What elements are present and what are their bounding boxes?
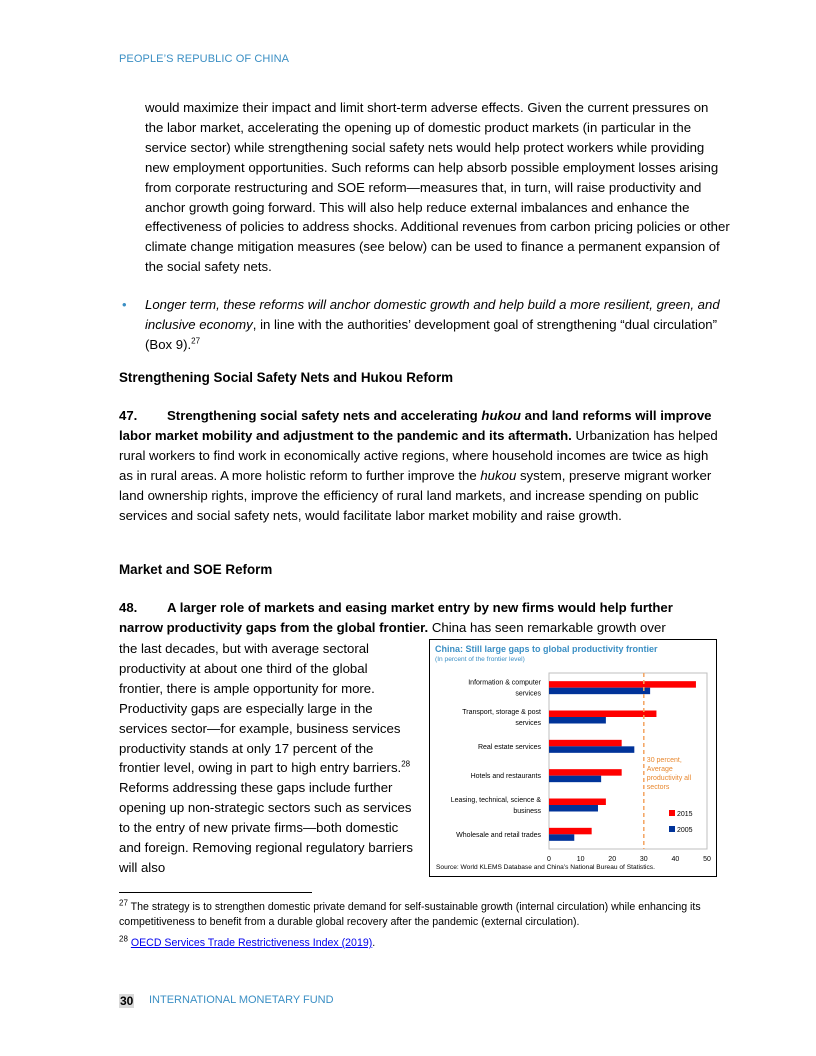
chart-figure <box>429 639 717 877</box>
reference-line-label: 30 percent, Average productivity all sectors <box>646 757 692 791</box>
bar-2015-5 <box>549 828 592 835</box>
footnote-ref-28[interactable]: 28 <box>401 760 411 770</box>
x-tick-label: 50 <box>703 856 711 863</box>
legend-label-2005: 2005 <box>677 827 693 834</box>
bar-2015-4 <box>549 799 606 806</box>
bar-2005-1 <box>549 717 606 724</box>
bold-italic-hukou: hukou <box>481 408 521 423</box>
footnote-number: 28 <box>119 934 128 944</box>
paragraph-47 <box>119 406 719 525</box>
bullet-italic-lead: Longer term, these reforms will anchor domestic growth and help build a more resilient, green, and inclusive economy <box>145 297 720 332</box>
bar-2015-0 <box>549 681 696 688</box>
running-head: PEOPLE’S REPUBLIC OF CHINA <box>119 53 290 65</box>
bullet-marker: • <box>122 297 127 312</box>
category-label: Information & computer services <box>468 679 541 698</box>
footnote-number: 27 <box>119 898 128 908</box>
chart-source: Source: World KLEMS Database and China’s National Bureau of Statistics. <box>436 864 655 871</box>
paragraph-48-lead <box>119 598 719 638</box>
legend-swatch-2005 <box>669 826 675 832</box>
category-label: Real estate services <box>477 743 541 751</box>
x-tick-label: 40 <box>671 856 680 863</box>
footnote-ref-27[interactable]: 27 <box>191 336 201 346</box>
paragraph-text-1: Urbanization has helped rural workers to find work in economically active regions, where household incomes are twice as high as in rural areas. A more holistic reform to further improve the <box>119 427 718 483</box>
legend-label-2015: 2015 <box>677 811 693 818</box>
bar-chart <box>430 640 718 878</box>
bold-lead: A larger role of markets and easing market entry by new firms would help further narrow productivity gaps from the global frontier. <box>119 600 673 635</box>
paragraph-text-wide: China has seen remarkable growth over <box>428 619 666 635</box>
page-number: 30 <box>120 994 134 1008</box>
legend-swatch-2015 <box>669 810 675 816</box>
intro-paragraph: would maximize their impact and limit short-term adverse effects. Given the current pressures on the labor market, accelerating the opening up of domestic product markets (in particular in the service sector) while strengthening social safety nets would help protect workers while providing new employment opportunities. Such reforms can help absorb possible employment losses arising from corporate restructuring and SOE reform—measures that, in turn, will raise productivity and anchor growth going forward. This will also help reduce external imbalances and enhance the effectiveness of policies to address shocks. Additional revenues from carbon pricing policies or other climate change mitigation measures (see below) can be used to finance a permanent expansion of the social safety nets. <box>145 100 730 275</box>
bullet-item <box>122 295 730 355</box>
paragraph-number: 47. <box>119 408 138 423</box>
footnote-separator <box>119 892 312 893</box>
bar-2005-5 <box>549 834 574 841</box>
italic-hukou: hukou <box>480 467 517 483</box>
footnote-27 <box>119 900 721 929</box>
category-label: Leasing, technical, science & business <box>450 797 541 815</box>
chart-title: China: Still large gaps to global productivity frontier <box>435 644 658 654</box>
footnote-text: . <box>372 937 376 949</box>
bar-2005-0 <box>549 688 650 695</box>
bar-2005-4 <box>549 805 598 812</box>
bold-lead-1: Strengthening social safety nets and accelerating <box>167 408 482 423</box>
x-tick-label: 30 <box>639 856 648 863</box>
plot-area-frame <box>549 673 707 849</box>
section-heading-safety-nets: Strengthening Social Safety Nets and Hukou Reform <box>119 370 454 385</box>
chart-subtitle: (In percent of the frontier level) <box>435 656 525 663</box>
x-tick-label: 0 <box>547 856 551 863</box>
paragraph-text-narrow-2: Reforms addressing these gaps include further opening up non-strategic sectors such as services to the entry of new private firms—both domestic and foreign. Removing regional regulatory barriers will also <box>119 780 413 875</box>
oecd-index-link[interactable]: OECD Services Trade Restrictiveness Index (2019) <box>130 937 373 949</box>
bar-2005-2 <box>549 746 634 753</box>
x-tick-label: 10 <box>576 856 585 863</box>
bullet-text: , in line with the authorities’ development goal of strengthening “dual circulation” (Box 9). <box>145 316 718 352</box>
bar-2005-3 <box>549 776 601 783</box>
bar-2015-3 <box>549 769 622 776</box>
category-label: Transport, storage & post services <box>462 709 541 727</box>
bar-2015-2 <box>549 740 622 747</box>
category-label: Wholesale and retail trades <box>456 831 541 839</box>
footer-organization: INTERNATIONAL MONETARY FUND <box>149 994 334 1006</box>
section-heading-market-soe: Market and SOE Reform <box>119 562 273 577</box>
bar-2015-1 <box>549 711 656 718</box>
category-label: Hotels and restaurants <box>470 773 541 781</box>
bold-lead-2: and land reforms will improve labor market mobility and adjustment to the pandemic and its aftermath. <box>119 408 712 443</box>
x-tick-label: 20 <box>608 856 617 863</box>
footnote-text: The strategy is to strengthen domestic private demand for self-sustainable growth (internal circulation) while enhancing its competitiveness to benefit from a durable global recovery after the pandemic (external circulation). <box>119 901 701 928</box>
paragraph-48-wrapped <box>119 639 415 878</box>
paragraph-text-narrow-1: the last decades, but with average sectoral productivity at about one third of the global frontier, there is ample opportunity for more. Productivity gaps are especially large in the services sector—for example, business services productivity stands at only 17 percent of the frontier level, owing in part to high entry barriers. <box>119 641 402 776</box>
paragraph-text-2: system, preserve migrant worker land ownership rights, improve the efficiency of rural land markets, and increase spending on public services and social safety nets, would facilitate labor market mobility and raise growth. <box>119 467 712 523</box>
paragraph-number: 48. <box>119 600 138 615</box>
footnote-28 <box>119 936 721 951</box>
